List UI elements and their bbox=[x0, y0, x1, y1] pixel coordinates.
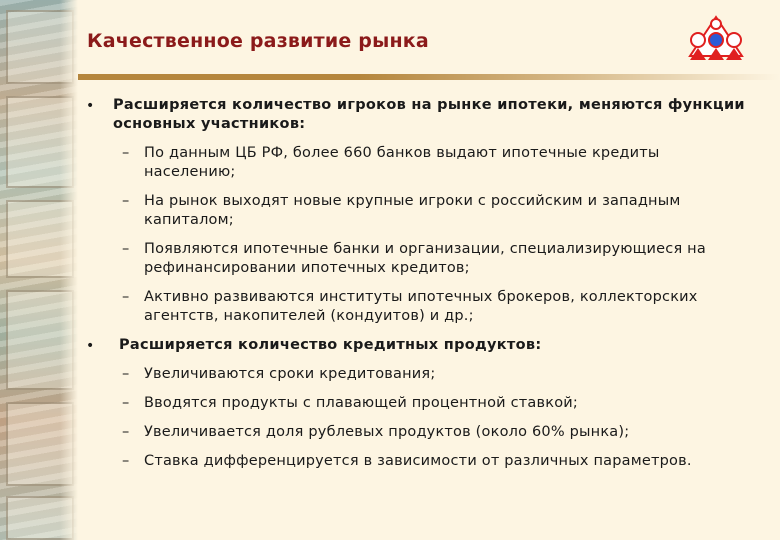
decorative-banknotes-strip bbox=[0, 0, 78, 540]
bullet-item bbox=[86, 336, 752, 471]
sub-item-text: Появляются ипотечные банки и организации, специализирующиеся на рефинансировании ипотечных кредитов; bbox=[144, 241, 706, 276]
dash-marker: – bbox=[122, 145, 130, 161]
dash-marker: – bbox=[122, 289, 130, 305]
bullet-marker: • bbox=[86, 98, 95, 114]
bullet-item bbox=[86, 96, 752, 326]
dash-marker: – bbox=[122, 193, 130, 209]
sub-item-text: По данным ЦБ РФ, более 660 банков выдают ипотечные кредиты населению; bbox=[144, 145, 660, 180]
dash-marker: – bbox=[122, 395, 130, 411]
sub-item-text: Увеличивается доля рублевых продуктов (около 60% рынка); bbox=[144, 424, 630, 440]
sub-item-text: Увеличиваются сроки кредитования; bbox=[144, 366, 436, 382]
sub-item-text: Вводятся продукты с плавающей процентной ставкой; bbox=[144, 395, 578, 411]
sub-item bbox=[113, 240, 752, 278]
triangle-circles-logo-icon bbox=[684, 14, 748, 62]
sub-item bbox=[113, 365, 752, 384]
sub-item bbox=[113, 423, 752, 442]
sub-item bbox=[113, 452, 752, 471]
sub-item bbox=[113, 144, 752, 182]
sub-item bbox=[113, 288, 752, 326]
dash-marker: – bbox=[122, 453, 130, 469]
sub-item-text: Активно развиваются институты ипотечных брокеров, коллекторских агентств, накопителей (кондуитов) и др.; bbox=[144, 289, 698, 324]
dash-marker: – bbox=[122, 241, 130, 257]
sub-list bbox=[113, 365, 752, 471]
sub-item bbox=[113, 394, 752, 413]
dash-marker: – bbox=[122, 366, 130, 382]
slide-content bbox=[86, 96, 752, 481]
bullet-marker: • bbox=[86, 338, 95, 354]
sub-list bbox=[113, 144, 752, 326]
page-title: Качественное развитие рынка bbox=[87, 30, 429, 52]
dash-marker: – bbox=[122, 424, 130, 440]
title-divider bbox=[78, 74, 780, 80]
bullet-text: Расширяется количество кредитных продуктов: bbox=[119, 337, 542, 353]
sub-item-text: Ставка дифференцируется в зависимости от различных параметров. bbox=[144, 453, 692, 469]
strip-fade bbox=[60, 0, 78, 540]
sub-item bbox=[113, 192, 752, 230]
sub-item-text: На рынок выходят новые крупные игроки с российским и западным капиталом; bbox=[144, 193, 681, 228]
bullet-text: Расширяется количество игроков на рынке ипотеки, меняются функции основных участников: bbox=[113, 97, 745, 132]
